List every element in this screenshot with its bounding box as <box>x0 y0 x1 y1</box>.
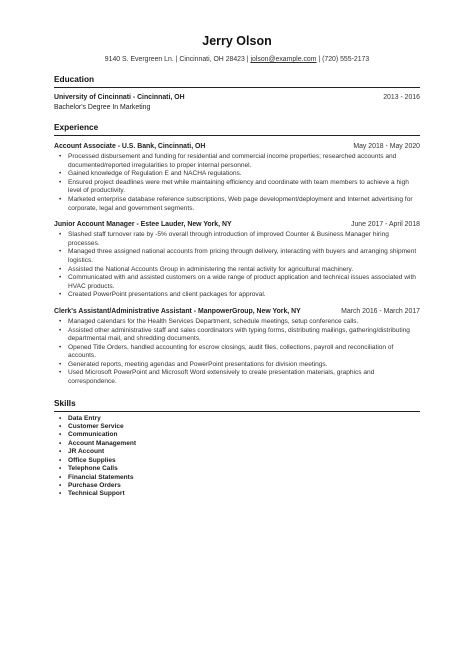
job-bullet: • Ensured project deadlines were met while maintaining efficiency and coordinate with team members to achieve a high level of productivity. <box>68 179 420 196</box>
job-header <box>54 308 420 315</box>
job-bullet: • Assisted the National Accounts Group in administering the rental activity for agricultural machinery. <box>68 266 420 275</box>
job-dates: May 2018 - May 2020 <box>353 143 420 150</box>
job-title: Account Associate - U.S. Bank, Cincinnati, OH <box>54 143 206 150</box>
email-link[interactable]: jolson@example.com <box>250 56 317 63</box>
job-bullet: • Marketed enterprise database reference subscriptions, Web page development/deployment and Internet advertising for corporate, legal and government segments. <box>68 196 420 213</box>
skill-item: • Communication <box>68 431 420 439</box>
skills-list <box>54 415 420 499</box>
skill-item: • Financial Statements <box>68 474 420 482</box>
job-bullet: • Slashed staff turnover rate by -5% overall through introduction of improved Counter & Business Manager hiring processes. <box>68 231 420 248</box>
job-bullet: • Generated reports, meeting agendas and PowerPoint presentations for division meetings. <box>68 361 420 370</box>
job-dates: June 2017 - April 2018 <box>351 221 420 229</box>
job-header <box>54 221 420 228</box>
address-text: 9140 S. Evergreen Ln. | Cincinnati, OH 28423 | <box>104 56 249 63</box>
job-bullet: • Managed calendars for the Health Services Department, schedule meetings, setup conference calls. <box>68 318 420 327</box>
job-bullet: • Gained knowledge of Regulation E and NACHA regulations. <box>68 170 420 179</box>
contact-line <box>54 56 420 63</box>
resume-page <box>0 34 474 647</box>
job-entry <box>54 221 420 300</box>
job-title: Junior Account Manager - Estee Lauder, New York, NY <box>54 221 232 229</box>
job-dates: March 2016 - March 2017 <box>341 307 420 315</box>
job-entry <box>54 143 420 213</box>
job-bullet-list <box>54 318 420 387</box>
job-bullet: • Managed three assigned national accounts from pricing through delivery, interacting with buyers and arranging shipment logistics. <box>68 248 420 265</box>
education-dates: 2013 - 2016 <box>383 94 420 101</box>
school-name: University of Cincinnati - Cincinnati, OH <box>54 94 185 101</box>
job-bullet: • Used Microsoft PowerPoint and Microsoft Word extensively to create presentation materials, graphics and correspondence. <box>68 369 420 386</box>
skills-heading: Skills <box>54 398 420 412</box>
education-section <box>54 74 420 111</box>
skill-item: • Customer Service <box>68 423 420 431</box>
skills-section <box>54 398 420 499</box>
candidate-name: Jerry Olson <box>202 34 272 48</box>
job-bullet: • Assisted other administrative staff and sales coordinators with typing forms, distributing mailings, gathering/distributing departmental mail, and shredding documents. <box>68 327 420 344</box>
experience-heading: Experience <box>54 122 420 136</box>
skill-item: • Data Entry <box>68 415 420 423</box>
skill-item: • JR Account <box>68 448 420 456</box>
skill-item: • Office Supplies <box>68 457 420 465</box>
job-bullet-list <box>54 153 420 213</box>
skill-item: • Account Management <box>68 440 420 448</box>
degree-text: Bachelor's Degree In Marketing <box>54 104 151 111</box>
job-list <box>54 143 420 387</box>
job-bullet: • Communicated with and assisted customers on a wide range of product application and technical issues associated with HVAC products. <box>68 274 420 291</box>
education-heading: Education <box>54 74 420 88</box>
job-bullet: • Created PowerPoint presentations and client packages for approval. <box>68 291 420 300</box>
skill-item: • Technical Support <box>68 490 420 498</box>
job-bullet-list <box>54 231 420 300</box>
job-header <box>54 143 420 150</box>
job-entry <box>54 308 420 387</box>
job-bullet: • Opened Title Orders, handled accounting for escrow closings, audit files, collections, payroll and reconciliation of accounts. <box>68 344 420 361</box>
skill-item: • Telephone Calls <box>68 465 420 473</box>
job-title: Clerk's Assistant/Administrative Assistant - ManpowerGroup, New York, NY <box>54 307 301 315</box>
phone-text: | (720) 555-2173 <box>318 56 370 63</box>
experience-section <box>54 122 420 387</box>
education-row <box>54 94 420 101</box>
job-bullet: • Processed disbursement and funding for residential and commercial income properties; researched accounts and documented/reported irregularities to proper internal personnel. <box>68 153 420 170</box>
skill-item: • Purchase Orders <box>68 482 420 490</box>
